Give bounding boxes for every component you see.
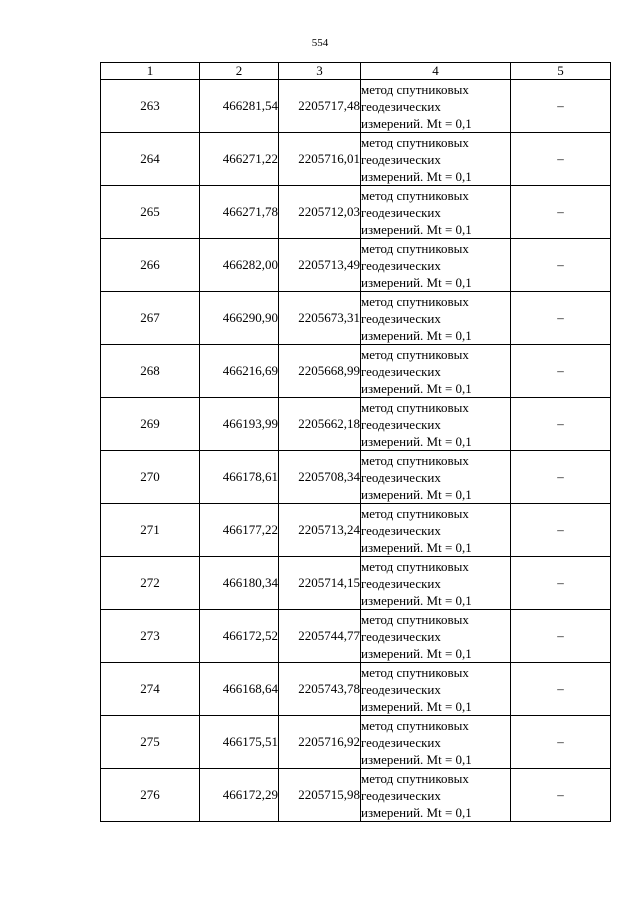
method-description xyxy=(361,504,511,557)
method-line-3: измерений. Mt = 0,1 xyxy=(361,804,472,820)
table-row xyxy=(101,451,611,504)
column-header-2: 2 xyxy=(200,63,279,80)
table-row xyxy=(101,557,611,610)
y-coordinate: 2205743,78 xyxy=(279,663,361,716)
point-number: 276 xyxy=(101,769,200,822)
method-description xyxy=(361,769,511,822)
method-line-2: геодезических xyxy=(361,257,441,273)
x-coordinate: 466172,52 xyxy=(200,610,279,663)
table-row xyxy=(101,769,611,822)
point-number: 268 xyxy=(101,345,200,398)
column-5-value: – xyxy=(511,504,611,557)
method-line-2: геодезических xyxy=(361,628,441,644)
table-row xyxy=(101,610,611,663)
method-line-3: измерений. Mt = 0,1 xyxy=(361,168,472,184)
column-5-value: – xyxy=(511,769,611,822)
method-line-1: метод спутниковых xyxy=(361,505,469,521)
method-line-2: геодезических xyxy=(361,416,441,432)
coordinates-table-body xyxy=(101,63,611,822)
column-5-value: – xyxy=(511,610,611,663)
method-line-3: измерений. Mt = 0,1 xyxy=(361,115,472,131)
x-coordinate: 466281,54 xyxy=(200,80,279,133)
method-description xyxy=(361,451,511,504)
table-row xyxy=(101,663,611,716)
method-description xyxy=(361,239,511,292)
point-number: 273 xyxy=(101,610,200,663)
coordinates-table xyxy=(100,62,611,822)
method-line-1: метод спутниковых xyxy=(361,187,469,203)
x-coordinate: 466177,22 xyxy=(200,504,279,557)
method-line-2: геодезических xyxy=(361,310,441,326)
y-coordinate: 2205662,18 xyxy=(279,398,361,451)
method-description xyxy=(361,398,511,451)
column-5-value: – xyxy=(511,80,611,133)
method-line-1: метод спутниковых xyxy=(361,399,469,415)
method-description xyxy=(361,80,511,133)
method-line-2: геодезических xyxy=(361,98,441,114)
x-coordinate: 466168,64 xyxy=(200,663,279,716)
table-row xyxy=(101,345,611,398)
table-header-row xyxy=(101,63,611,80)
y-coordinate: 2205717,48 xyxy=(279,80,361,133)
column-header-1: 1 xyxy=(101,63,200,80)
method-line-3: измерений. Mt = 0,1 xyxy=(361,274,472,290)
method-description xyxy=(361,345,511,398)
column-5-value: – xyxy=(511,716,611,769)
y-coordinate: 2205668,99 xyxy=(279,345,361,398)
method-line-2: геодезических xyxy=(361,469,441,485)
method-line-3: измерений. Mt = 0,1 xyxy=(361,486,472,502)
y-coordinate: 2205673,31 xyxy=(279,292,361,345)
method-line-3: измерений. Mt = 0,1 xyxy=(361,751,472,767)
method-line-1: метод спутниковых xyxy=(361,664,469,680)
method-line-1: метод спутниковых xyxy=(361,558,469,574)
method-line-3: измерений. Mt = 0,1 xyxy=(361,327,472,343)
y-coordinate: 2205715,98 xyxy=(279,769,361,822)
method-line-2: геодезических xyxy=(361,204,441,220)
table-row xyxy=(101,504,611,557)
method-line-3: измерений. Mt = 0,1 xyxy=(361,539,472,555)
method-description xyxy=(361,292,511,345)
method-line-3: измерений. Mt = 0,1 xyxy=(361,698,472,714)
x-coordinate: 466271,22 xyxy=(200,133,279,186)
point-number: 265 xyxy=(101,186,200,239)
point-number: 274 xyxy=(101,663,200,716)
method-line-1: метод спутниковых xyxy=(361,717,469,733)
point-number: 269 xyxy=(101,398,200,451)
table-row xyxy=(101,80,611,133)
method-line-2: геодезических xyxy=(361,681,441,697)
y-coordinate: 2205716,01 xyxy=(279,133,361,186)
method-line-2: геодезических xyxy=(361,575,441,591)
method-line-1: метод спутниковых xyxy=(361,134,469,150)
column-5-value: – xyxy=(511,345,611,398)
table-row xyxy=(101,133,611,186)
x-coordinate: 466290,90 xyxy=(200,292,279,345)
y-coordinate: 2205713,24 xyxy=(279,504,361,557)
method-description xyxy=(361,557,511,610)
x-coordinate: 466193,99 xyxy=(200,398,279,451)
point-number: 270 xyxy=(101,451,200,504)
point-number: 272 xyxy=(101,557,200,610)
x-coordinate: 466271,78 xyxy=(200,186,279,239)
method-line-2: геодезических xyxy=(361,522,441,538)
table-row xyxy=(101,716,611,769)
method-description xyxy=(361,716,511,769)
method-line-3: измерений. Mt = 0,1 xyxy=(361,433,472,449)
x-coordinate: 466282,00 xyxy=(200,239,279,292)
x-coordinate: 466180,34 xyxy=(200,557,279,610)
method-line-1: метод спутниковых xyxy=(361,346,469,362)
point-number: 271 xyxy=(101,504,200,557)
method-line-2: геодезических xyxy=(361,363,441,379)
page-number: 554 xyxy=(311,37,329,49)
table-row xyxy=(101,398,611,451)
method-description xyxy=(361,133,511,186)
column-5-value: – xyxy=(511,451,611,504)
table-row xyxy=(101,186,611,239)
column-header-4: 4 xyxy=(361,63,511,80)
table-row xyxy=(101,292,611,345)
column-5-value: – xyxy=(511,557,611,610)
method-line-2: геодезических xyxy=(361,734,441,750)
column-5-value: – xyxy=(511,239,611,292)
point-number: 275 xyxy=(101,716,200,769)
method-line-1: метод спутниковых xyxy=(361,452,469,468)
column-5-value: – xyxy=(511,663,611,716)
x-coordinate: 466172,29 xyxy=(200,769,279,822)
method-line-3: измерений. Mt = 0,1 xyxy=(361,221,472,237)
x-coordinate: 466216,69 xyxy=(200,345,279,398)
y-coordinate: 2205708,34 xyxy=(279,451,361,504)
method-description xyxy=(361,186,511,239)
y-coordinate: 2205714,15 xyxy=(279,557,361,610)
point-number: 267 xyxy=(101,292,200,345)
method-line-3: измерений. Mt = 0,1 xyxy=(361,592,472,608)
method-line-2: геодезических xyxy=(361,787,441,803)
table-row xyxy=(101,239,611,292)
method-line-1: метод спутниковых xyxy=(361,81,469,97)
column-5-value: – xyxy=(511,133,611,186)
column-5-value: – xyxy=(511,398,611,451)
point-number: 266 xyxy=(101,239,200,292)
y-coordinate: 2205712,03 xyxy=(279,186,361,239)
method-description xyxy=(361,663,511,716)
point-number: 263 xyxy=(101,80,200,133)
x-coordinate: 466175,51 xyxy=(200,716,279,769)
method-line-1: метод спутниковых xyxy=(361,770,469,786)
column-5-value: – xyxy=(511,292,611,345)
x-coordinate: 466178,61 xyxy=(200,451,279,504)
method-line-1: метод спутниковых xyxy=(361,611,469,627)
column-header-3: 3 xyxy=(279,63,361,80)
y-coordinate: 2205713,49 xyxy=(279,239,361,292)
method-line-3: измерений. Mt = 0,1 xyxy=(361,645,472,661)
y-coordinate: 2205744,77 xyxy=(279,610,361,663)
method-line-1: метод спутниковых xyxy=(361,240,469,256)
method-line-2: геодезических xyxy=(361,151,441,167)
y-coordinate: 2205716,92 xyxy=(279,716,361,769)
column-5-value: – xyxy=(511,186,611,239)
method-line-3: измерений. Mt = 0,1 xyxy=(361,380,472,396)
column-header-5: 5 xyxy=(511,63,611,80)
method-line-1: метод спутниковых xyxy=(361,293,469,309)
point-number: 264 xyxy=(101,133,200,186)
method-description xyxy=(361,610,511,663)
